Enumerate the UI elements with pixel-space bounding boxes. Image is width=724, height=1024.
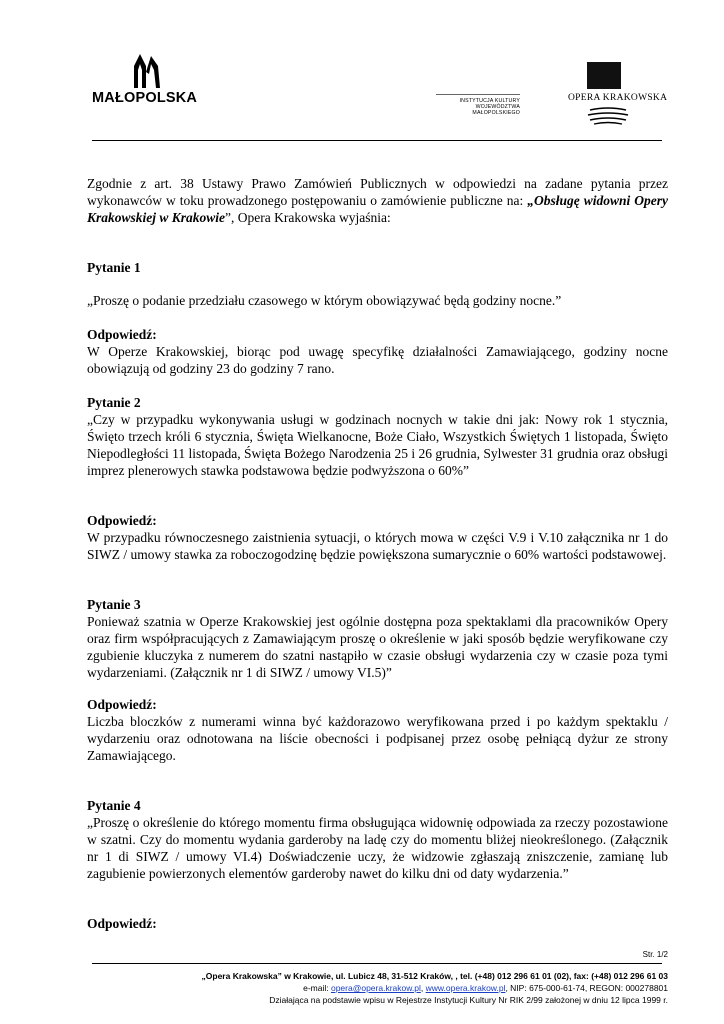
- opera-waves-icon: [586, 107, 630, 125]
- footer-contact: [60, 983, 668, 994]
- answer-2: [87, 512, 668, 563]
- answer-heading: Odpowiedź:: [87, 513, 157, 528]
- footer-email-label: e-mail:: [303, 983, 331, 993]
- opera-logo-text: OPERA KRAKOWSKA: [568, 93, 668, 103]
- malopolska-logo: [92, 52, 212, 110]
- institution-badge: [436, 94, 520, 120]
- answer-3: [87, 696, 668, 764]
- intro-text: Zgodnie z art. 38 Ustawy Prawo Zamówień Publicznych w odpowiedzi na zadane pytania przez wykonawców w toku prowadzonego postępowaniu o zamówienie publiczne na:: [87, 176, 668, 208]
- question-heading: Pytanie 1: [87, 260, 141, 275]
- answer-4: [87, 915, 668, 932]
- tender-title: „Obsługę widowni Opery Krakowskiej w Krakowie: [87, 193, 668, 225]
- opera-logo: [568, 62, 668, 128]
- footer-registry: Działająca na podstawie wpisu w Rejestrze Instytucji Kultury Nr RIK 2/99 założonej w dniu 12 lipca 1999 r.: [269, 995, 668, 1005]
- question-3: [87, 596, 668, 681]
- answer-heading: Odpowiedź:: [87, 327, 157, 342]
- question-text: „Czy w przypadku wykonywania usługi w godzinach nocnych w takie dni jak: Nowy rok 1 stycznia, Święto trzech króli 6 stycznia, Święta Wielkanocne, Boże Ciało, Wszystkich Świętych 1 listopada, Święto Niepodległości 11 listopada, Święta Bożego Narodzenia 25 i 26 grudnia, Sylwester 31 grudnia oraz obsługi imprez plenerowych stawka podstawowa będzie podwyższona o 60%”: [87, 412, 668, 478]
- question-2: [87, 394, 668, 479]
- question-text: „Proszę o podanie przedziału czasowego w którym obowiązywać będą godziny nocne.”: [87, 293, 562, 308]
- question-1: [87, 259, 668, 276]
- opera-square-icon: [587, 62, 621, 89]
- question-4: [87, 797, 668, 882]
- question-heading: Pytanie 2: [87, 395, 141, 410]
- footer-address: „Opera Krakowska” w Krakowie, ul. Lubicz 48, 31-512 Kraków, , tel. (+48) 012 296 61 01 (02), fax: (+48) 012 296 61 03: [201, 971, 668, 981]
- question-text: Ponieważ szatnia w Operze Krakowskiej jest ogólnie dostępna poza spektaklami dla pracowników Opery oraz firm współpracujących z Zamawiającym proszę o określenie w jaki sposób będzie weryfikowane czy zgubienie kluczyka z numerem do szatni nastąpiło w czasie obsługi wydarzenia czy w czasie poza tymi wydarzeniami. (Załącznik nr 1 di SIWZ / umowy VI.5)”: [87, 614, 668, 680]
- answer-text: Liczba bloczków z numerami winna być każdorazowo weryfikowana przed i po każdym spektaklu / wydarzeniu oraz odnotowana na liście obecności i podpisanej przez osobę pełniącą dyżur ze strony Zamawiającego.: [87, 714, 668, 763]
- malopolska-emblem-icon: [132, 52, 162, 88]
- answer-1: [87, 326, 668, 377]
- answer-heading: Odpowiedź:: [87, 697, 157, 712]
- header-rule: [92, 140, 662, 141]
- footer-ids: , NIP: 675-000-61-74, REGON: 000278801: [505, 983, 668, 993]
- institution-divider: [436, 94, 520, 95]
- footer-rule: [92, 963, 662, 964]
- footer-website-link[interactable]: www.opera.krakow.pl: [425, 983, 506, 993]
- answer-text: W przypadku równoczesnego zaistnienia sytuacji, o których mowa w części V.9 i V.10 załącznika nr 1 do SIWZ / umowy stawka za roboczogodzinę będzie powiększona sumarycznie o 60% wartości podstawowej.: [87, 530, 668, 562]
- page-number: Str. 1/2: [642, 950, 668, 959]
- footer-separator: ,: [420, 983, 426, 993]
- malopolska-logo-text: MAŁOPOLSKA: [92, 90, 198, 106]
- answer-heading: Odpowiedź:: [87, 916, 157, 931]
- intro-text-end: ”, Opera Krakowska wyjaśnia:: [225, 210, 391, 225]
- footer-email-link[interactable]: opera@opera.krakow.pl: [330, 983, 421, 993]
- intro-paragraph: [87, 175, 668, 226]
- question-heading: Pytanie 4: [87, 798, 141, 813]
- question-heading: Pytanie 3: [87, 597, 141, 612]
- question-text: „Proszę o określenie do którego momentu firma obsługująca widownię odpowiada za rzeczy pozostawione w szatni. Czy do momentu wydania garderoby na ladę czy do momentu bliżej nieokreślonego. (Załącznik nr 1 di SIWZ / umowy VI.4) Doświadczenie uczy, że widzowie zgłaszają zniszczenie, zamianę lub zagubienie powierzonych elementów garderoby nawet do kilku dni od daty wydarzenia.”: [87, 815, 668, 881]
- institution-text: INSTYTUCJA KULTURY WOJEWÓDZTWA MAŁOPOLSKIEGO: [459, 98, 520, 116]
- answer-text: W Operze Krakowskiej, biorąc pod uwagę specyfikę działalności Zamawiającego, godziny nocne obowiązują od godziny 23 do godziny 7 rano.: [87, 344, 668, 376]
- question-1-text-block: [87, 292, 668, 309]
